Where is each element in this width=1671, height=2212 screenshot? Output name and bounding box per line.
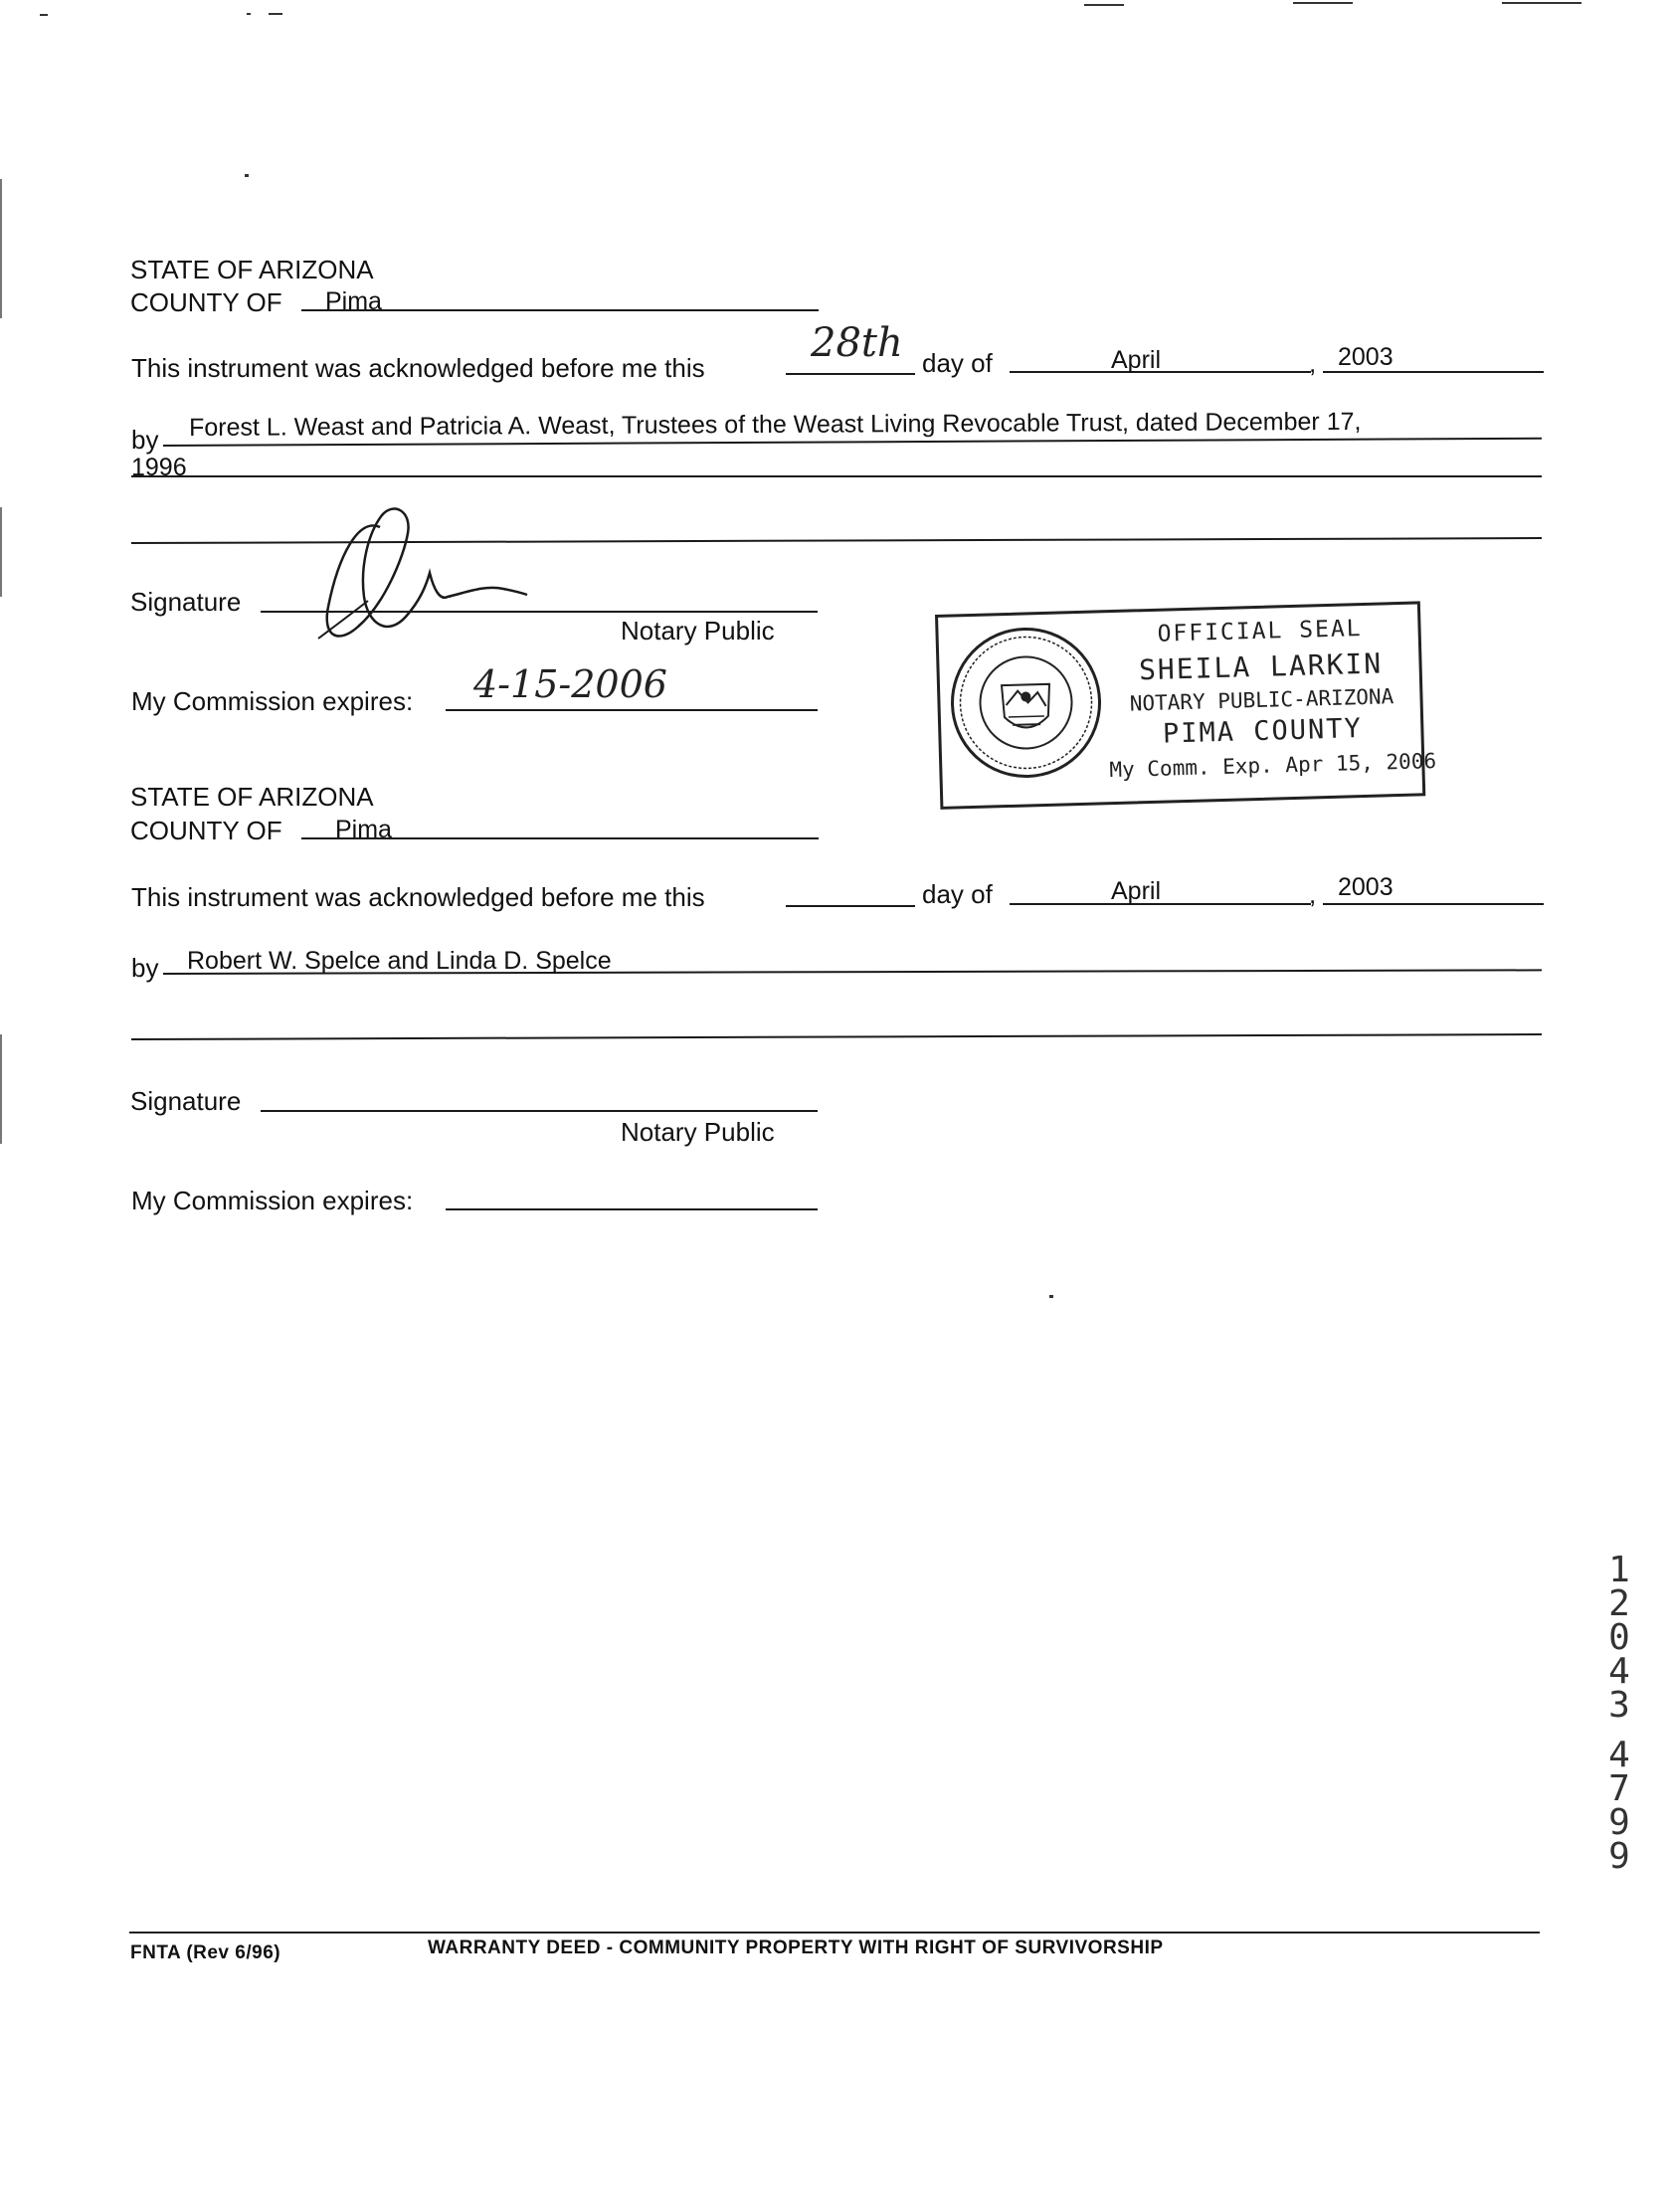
arizona-state-seal-emblem [946, 623, 1105, 782]
form-title: WARRANTY DEED - COMMUNITY PROPERTY WITH RIGHT OF SURVIVORSHIP [428, 1937, 1164, 1958]
scan-speck [247, 13, 251, 15]
state-heading: STATE OF ARIZONA [130, 255, 374, 284]
month-value: April [1111, 346, 1162, 374]
scan-speck [1049, 1295, 1053, 1298]
signature-label-2: Signature [130, 1086, 242, 1116]
comma: , [1309, 348, 1317, 378]
grantor-names-2: Robert W. Spelce and Linda D. Spelce [187, 947, 612, 975]
notary-public-label-2: Notary Public [621, 1117, 775, 1147]
year-line [1323, 371, 1544, 373]
county-value-2: Pima [335, 816, 392, 843]
county-label: COUNTY OF [130, 287, 282, 317]
comma-2: , [1309, 879, 1317, 909]
scan-speck [1084, 4, 1124, 6]
county-line-2 [301, 837, 819, 839]
recording-digit: 0 [1608, 1617, 1630, 1658]
grantor-names-continued: 1996 [131, 454, 187, 481]
recording-digit: 9 [1608, 1836, 1630, 1877]
recording-number [1599, 1550, 1639, 1877]
scan-speck [245, 174, 249, 177]
scan-edge [0, 507, 2, 597]
day-line [786, 373, 915, 375]
scan-edge [0, 179, 2, 318]
seal-expiration: My Comm. Exp. Apr 15, 2006 [1109, 748, 1437, 783]
grantor-names: Forest L. Weast and Patricia A. Weast, Trustees of the Weast Living Revocable Trust, dated December 17, [189, 407, 1362, 442]
scan-speck [40, 14, 48, 16]
recording-digit: 1 [1608, 1550, 1630, 1590]
recording-digit: 4 [1608, 1651, 1630, 1692]
scan-speck [1293, 2, 1353, 4]
day-of-label-2: day of [922, 879, 993, 909]
year-line-2 [1323, 903, 1544, 905]
seal-county: PIMA COUNTY [1162, 713, 1364, 750]
day-handwritten: 28th [811, 320, 903, 366]
form-code: FNTA (Rev 6/96) [130, 1942, 281, 1963]
commission-handwritten: 4-15-2006 [473, 662, 667, 706]
scan-speck [269, 13, 282, 15]
by-label: by [131, 425, 159, 455]
year-value: 2003 [1338, 343, 1393, 371]
commission-line [446, 709, 818, 711]
notary-public-label: Notary Public [621, 616, 775, 645]
month-value-2: April [1111, 877, 1162, 905]
by-label-2: by [131, 953, 159, 983]
year-value-2: 2003 [1338, 873, 1393, 901]
commission-line-2 [446, 1208, 818, 1210]
notary-signature [298, 497, 557, 656]
state-heading-2: STATE OF ARIZONA [130, 782, 374, 812]
seal-title: OFFICIAL SEAL [1157, 616, 1363, 647]
by-line-2 [131, 475, 1542, 477]
official-notary-seal [935, 601, 1437, 810]
footer-rule [129, 1932, 1540, 1934]
recording-digit: 3 [1608, 1685, 1630, 1726]
seal-notary-title: NOTARY PUBLIC-ARIZONA [1129, 684, 1394, 716]
signature-label: Signature [130, 587, 242, 617]
county-line [301, 309, 819, 311]
seal-notary-name: SHEILA LARKIN [1138, 646, 1384, 687]
blank-line-2 [131, 1033, 1542, 1040]
county-label-2: COUNTY OF [130, 816, 282, 845]
scan-speck [1502, 2, 1581, 4]
recording-digit: 4 [1608, 1735, 1630, 1775]
recording-digit: 2 [1608, 1583, 1630, 1624]
recording-digit: 7 [1608, 1768, 1630, 1809]
recording-digit: 9 [1608, 1802, 1630, 1843]
day-of-label: day of [922, 348, 993, 378]
acknowledgment-text: This instrument was acknowledged before me this [131, 353, 705, 383]
commission-label: My Commission expires: [131, 686, 414, 716]
acknowledgment-text-2: This instrument was acknowledged before me this [131, 882, 705, 912]
day-line-2 [786, 905, 915, 907]
signature-line-2 [261, 1110, 818, 1112]
commission-label-2: My Commission expires: [131, 1186, 414, 1215]
scan-edge [0, 1034, 2, 1144]
county-value: Pima [325, 287, 382, 315]
